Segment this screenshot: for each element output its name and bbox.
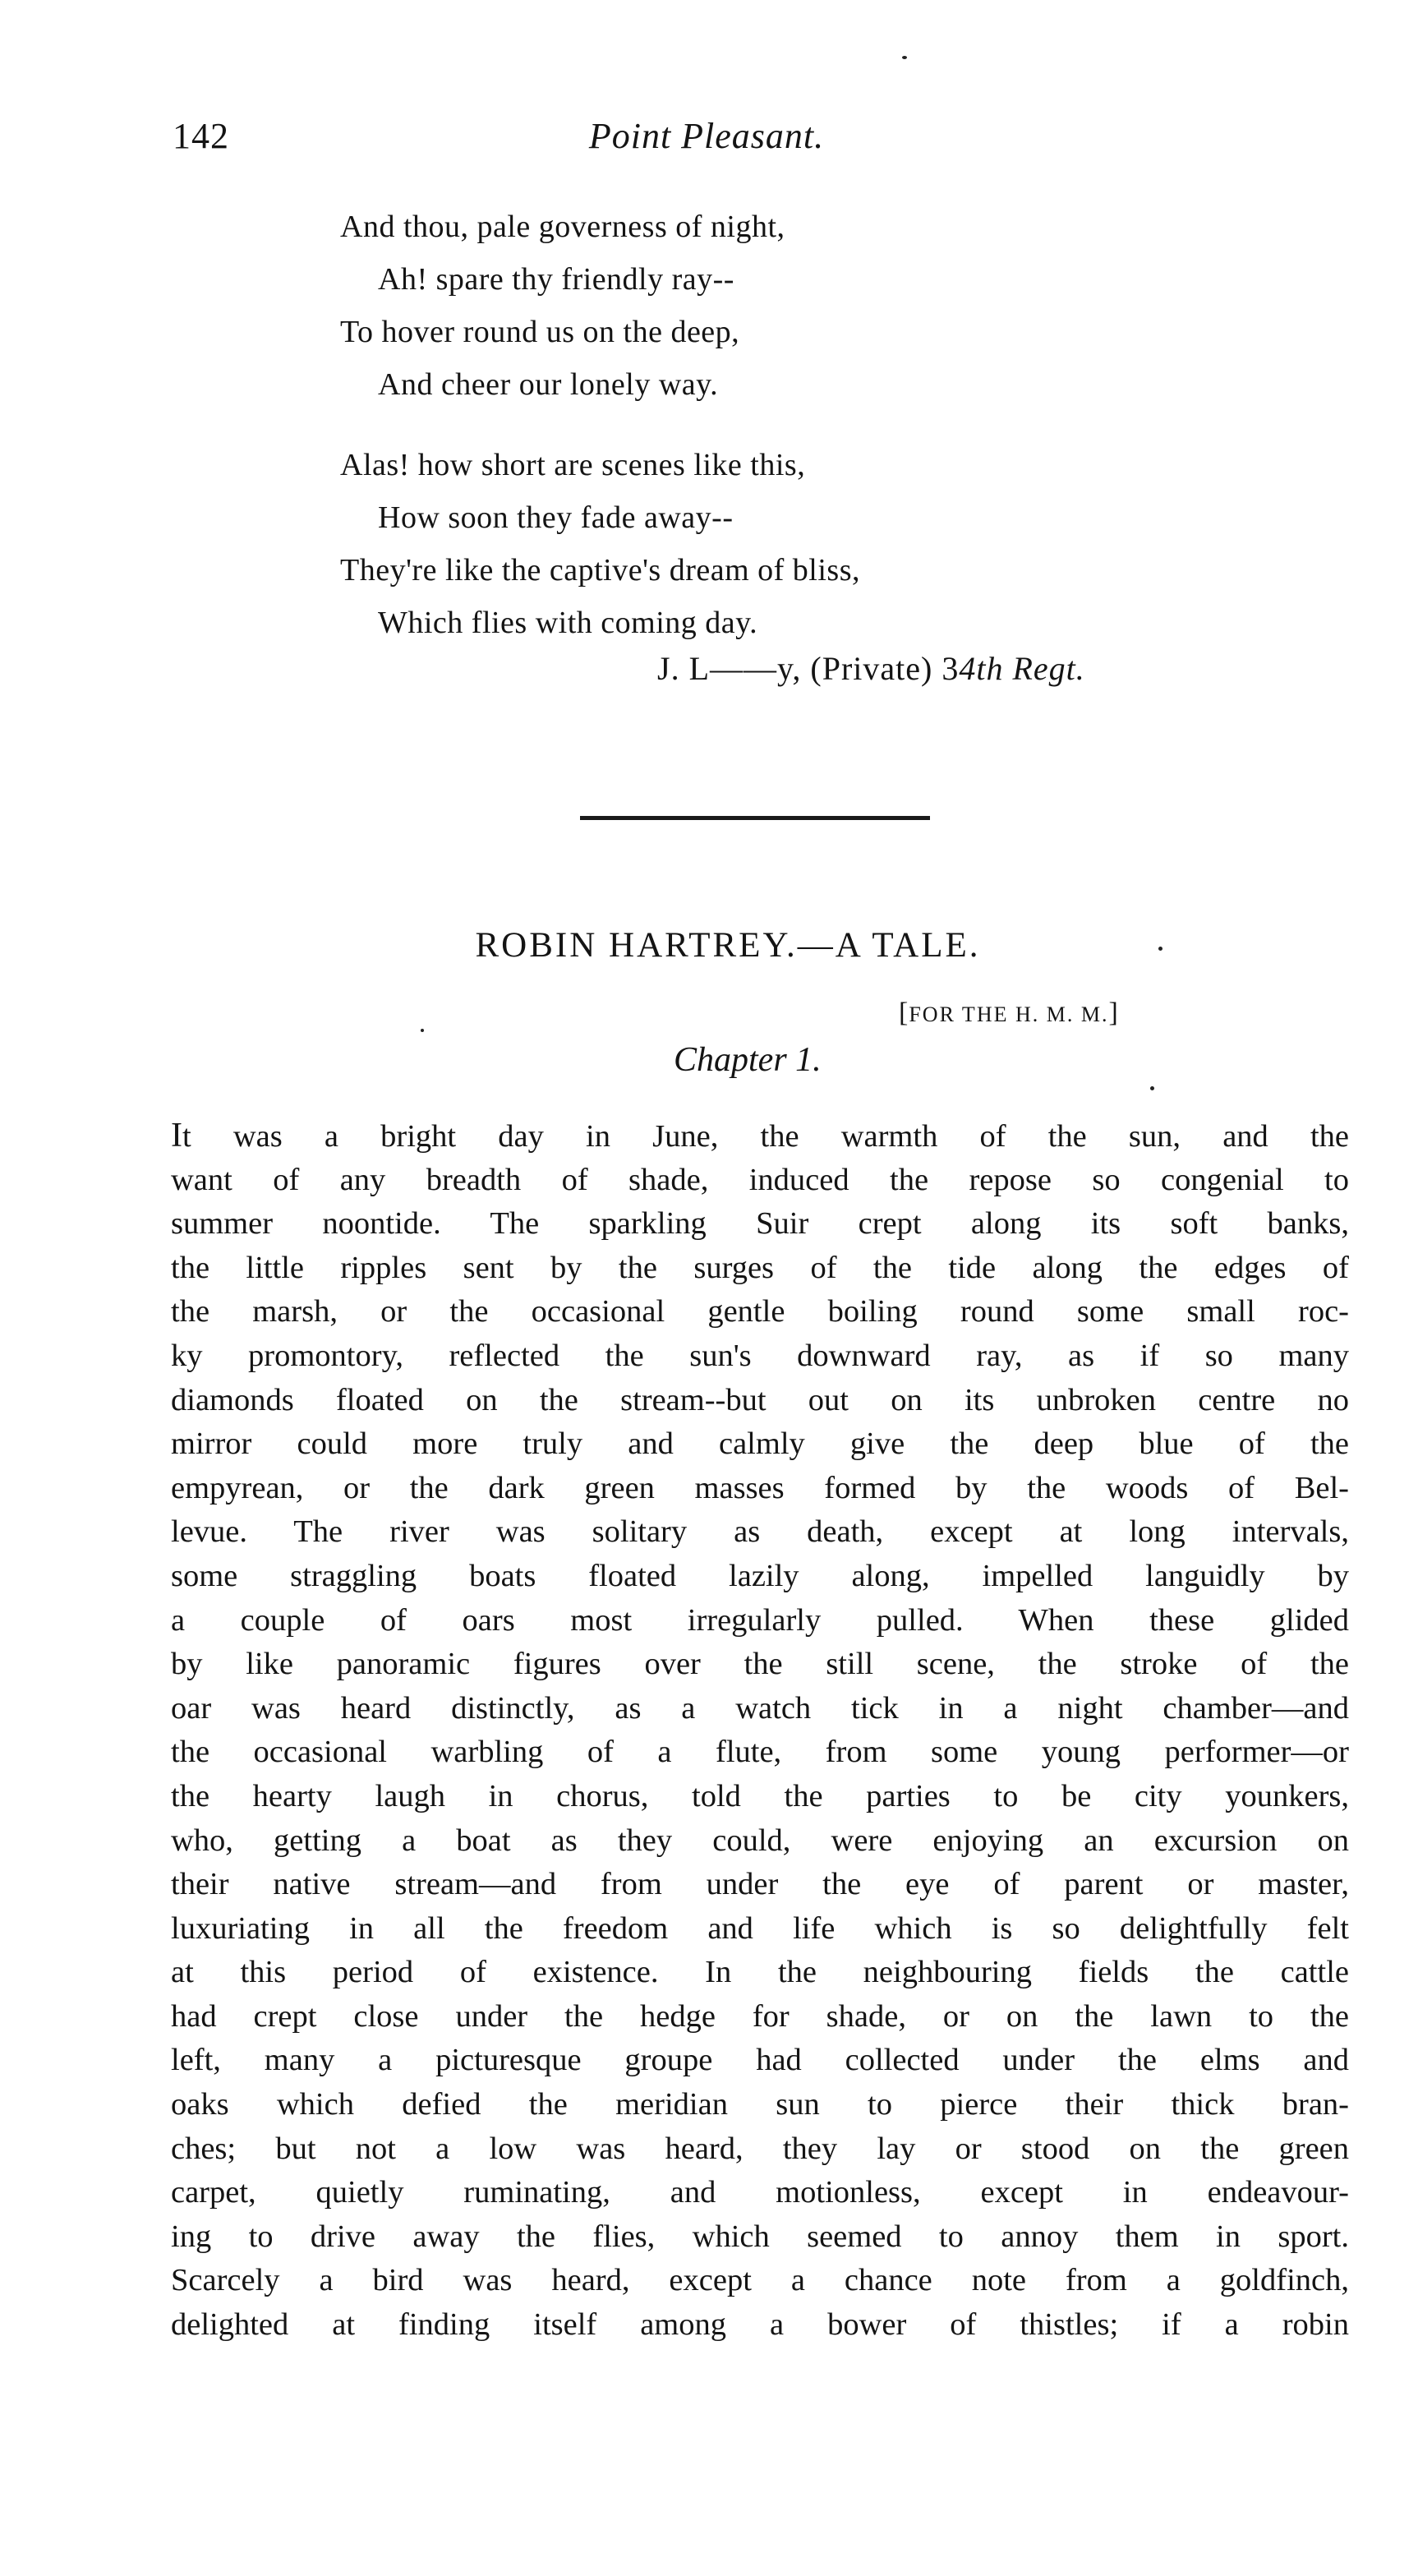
poem-stanza (340, 200, 1285, 411)
signature-regiment: 4th Regt. (959, 650, 1085, 687)
prose-line: their native stream—and from under the eye of parent or master, (171, 1867, 1349, 1902)
poem-line: Alas! how short are scenes like this, (340, 448, 806, 482)
poem-line: And cheer our lonely way. (378, 367, 719, 402)
print-speck (421, 1029, 424, 1032)
story-title: ROBIN HARTREY.—A TALE. (475, 926, 981, 965)
prose-line: diamonds floated on the stream--but out on its unbroken centre no (171, 1382, 1349, 1417)
poem-line: Which flies with coming day. (378, 606, 758, 640)
prose-line: ches; but not a low was heard, they lay or stood on the green (171, 2131, 1349, 2166)
dedication-bracket-open: [ (899, 998, 909, 1028)
prose-line: empyrean, or the dark green masses formed by the woods of Bel- (171, 1470, 1349, 1505)
running-head: Point Pleasant. (588, 116, 825, 156)
prose-line: oaks which defied the meridian sun to pierce their thick bran- (171, 2087, 1349, 2122)
prose-line: a couple of oars most irregularly pulled. When these glided (171, 1602, 1349, 1638)
prose-line: ing to drive away the flies, which seemed to annoy them in sport. (171, 2219, 1349, 2254)
poem-line: To hover round us on the deep, (340, 315, 740, 349)
print-speck (1150, 1086, 1154, 1090)
poem-line: And thou, pale governess of night, (340, 210, 785, 244)
poem-line: They're like the captive's dream of bliss, (340, 553, 860, 588)
dedication-note (899, 998, 1119, 1029)
poem-stanza (340, 439, 1285, 649)
prose-line: Scarcely a bird was heard, except a chance note from a goldfinch, (171, 2263, 1349, 2298)
prose-line: left, many a picturesque groupe had collected under the elms and (171, 2043, 1349, 2078)
poem-line: Ah! spare thy friendly ray-- (378, 262, 734, 297)
prose-line: It was a bright day in June, the warmth of the sun, and the (171, 1117, 1349, 1154)
prose-line: some straggling boats floated lazily along, impelled languidly by (171, 1558, 1349, 1593)
prose-line: ky promontory, reflected the sun's downward ray, as if so many (171, 1338, 1349, 1373)
prose-line: summer noontide. The sparkling Suir crept along its soft banks, (171, 1206, 1349, 1242)
prose-line: delighted at finding itself among a bower of thistles; if a robin (171, 2307, 1349, 2343)
prose-line: the marsh, or the occasional gentle boiling round some small roc- (171, 1294, 1349, 1329)
page-header (173, 115, 1241, 164)
page-number: 142 (173, 116, 229, 156)
story-body (171, 1114, 1349, 2348)
prose-line: by like panoramic figures over the still scene, the stroke of the (171, 1647, 1349, 1682)
prose-line: at this period of existence. In the neighbouring fields the cattle (171, 1955, 1349, 1990)
prose-line: the occasional warbling of a flute, from some young performer—or (171, 1735, 1349, 1770)
print-speck (1158, 947, 1162, 951)
dedication-text: FOR THE H. M. M. (909, 1002, 1109, 1026)
poem-line: How soon they fade away-- (378, 500, 734, 535)
prose-line: want of any breadth of shade, induced the repose so congenial to (171, 1162, 1349, 1197)
dedication-bracket-close: ] (1108, 998, 1119, 1028)
print-speck (902, 56, 907, 59)
prose-line: mirror could more truly and calmly give the deep blue of the (171, 1426, 1349, 1462)
prose-line: the little ripples sent by the surges of the tide along the edges of (171, 1250, 1349, 1285)
prose-line: who, getting a boat as they could, were enjoying an excursion on (171, 1823, 1349, 1858)
section-divider (580, 816, 930, 820)
prose-line: oar was heard distinctly, as a watch tick in a night chamber—and (171, 1690, 1349, 1726)
chapter-heading: Chapter 1. (674, 1041, 822, 1079)
poem (340, 200, 1285, 677)
poem-signature (657, 649, 1085, 688)
prose-line: luxuriating in all the freedom and life which is so delightfully felt (171, 1910, 1349, 1946)
prose-line: the hearty laugh in chorus, told the parties to be city younkers, (171, 1778, 1349, 1813)
signature-name: J. L——y, (Private) 3 (657, 650, 960, 687)
prose-line: had crept close under the hedge for shade, or on the lawn to the (171, 1998, 1349, 2034)
prose-line: levue. The river was solitary as death, except at long intervals, (171, 1514, 1349, 1550)
prose-line: carpet, quietly ruminating, and motionless, except in endeavour- (171, 2175, 1349, 2210)
